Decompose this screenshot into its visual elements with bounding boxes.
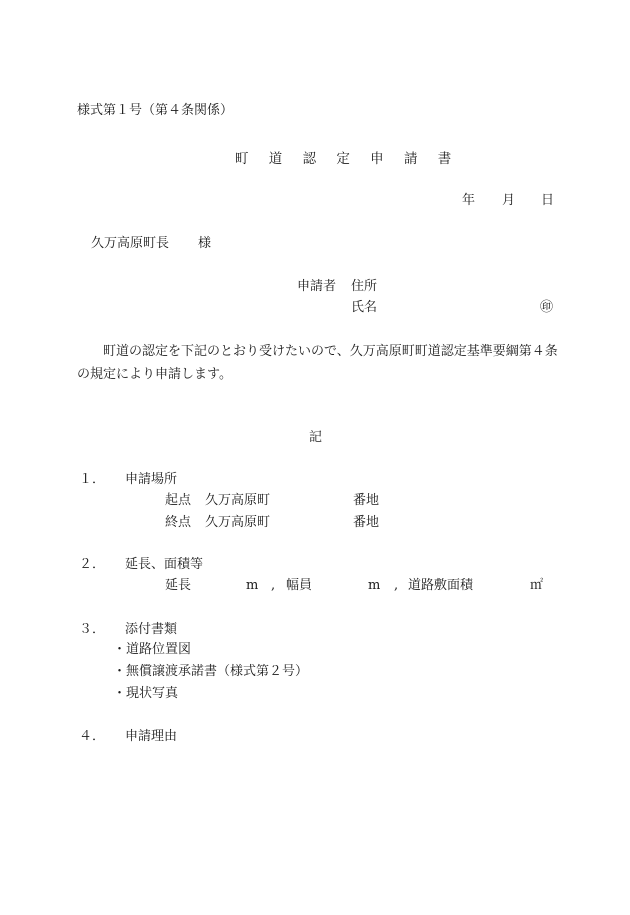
attachment-item: ・無償譲渡承諾書（様式第２号）	[113, 664, 309, 679]
length-label: 延長	[165, 578, 192, 593]
attachment-item: ・現状写真	[113, 686, 179, 701]
end-banchi: 番地	[353, 515, 380, 530]
separator-1: ,	[271, 578, 276, 593]
start-town: 久万高原町	[205, 493, 271, 508]
width-label: 幅員	[286, 578, 313, 593]
section-4-number: ４．	[79, 729, 106, 744]
area-unit: ㎡	[530, 578, 544, 593]
addressee-honorific: 様	[198, 236, 212, 251]
separator-2: ,	[394, 578, 399, 593]
document-title: 町 道 認 定 申 請 書	[235, 151, 460, 167]
request-body: 町道の認定を下記のとおり受けたいので、久万高原町町道認定基準要綱第４条の規定により申請します。	[77, 344, 558, 382]
attachment-item: ・道路位置図	[113, 642, 192, 657]
section-2-number: ２．	[79, 557, 106, 572]
end-label: 終点	[165, 515, 192, 530]
date-year: 年	[462, 193, 476, 208]
section-1-number: １．	[79, 472, 106, 487]
length-unit: m	[246, 578, 259, 593]
seal-mark: ㊞	[540, 300, 554, 315]
addressee-name: 久万高原町長	[91, 236, 170, 251]
applicant-label: 申請者	[297, 279, 337, 294]
date-day: 日	[541, 193, 555, 208]
start-label: 起点	[165, 493, 192, 508]
form-number: 様式第１号（第４条関係）	[77, 103, 234, 118]
width-unit: m	[368, 578, 381, 593]
section-1-heading: 申請場所	[125, 472, 178, 487]
ki-heading: 記	[309, 430, 323, 445]
end-town: 久万高原町	[205, 515, 271, 530]
start-banchi: 番地	[353, 493, 380, 508]
section-3-number: ３．	[79, 622, 106, 637]
section-2-heading: 延長、面積等	[125, 557, 204, 572]
applicant-name-label: 氏名	[351, 300, 378, 315]
applicant-address-label: 住所	[351, 279, 378, 294]
section-3-heading: 添付書類	[125, 622, 178, 637]
section-4-heading: 申請理由	[125, 729, 178, 744]
area-label: 道路敷面積	[408, 578, 474, 593]
date-month: 月	[502, 193, 516, 208]
